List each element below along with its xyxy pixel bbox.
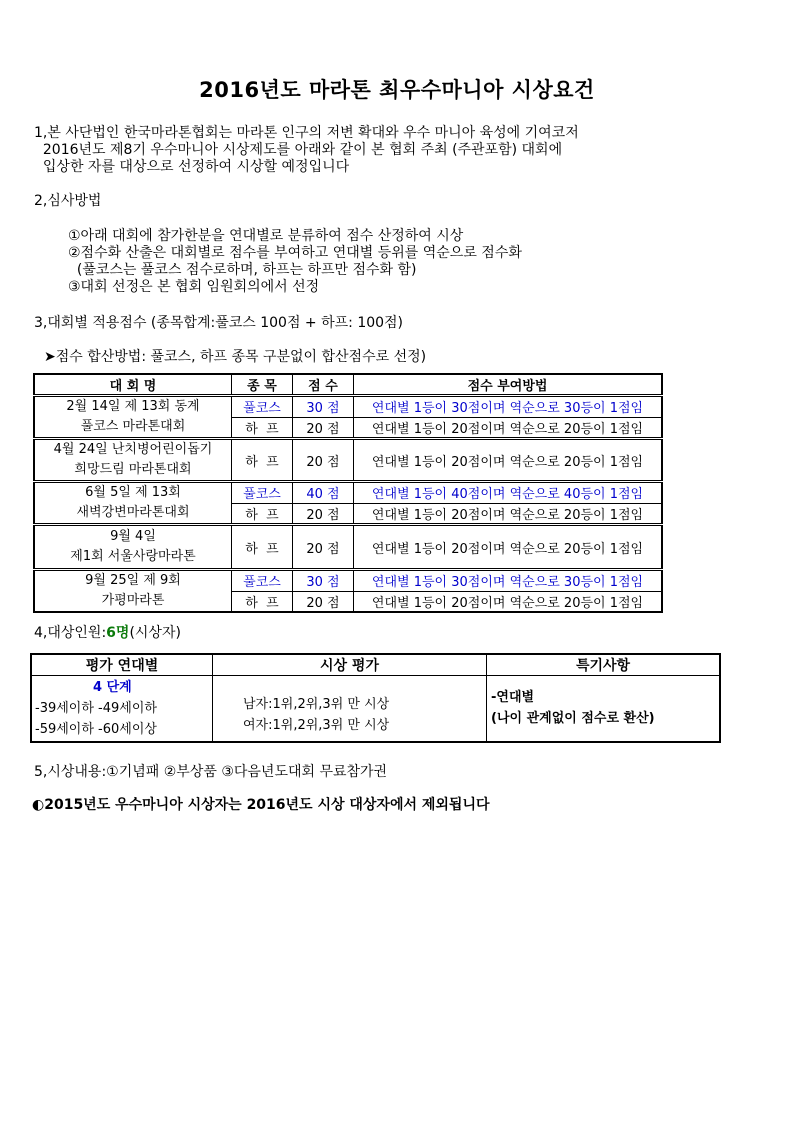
- event-method: 연대별 1등이 20점이며 역순으로 20등이 1점임: [354, 417, 663, 439]
- col-header-award: 시상 평가: [213, 654, 487, 676]
- female-award: 여자:1위,2위,3위 만 시상: [243, 718, 390, 734]
- col-header-method: 점수 부여방법: [354, 374, 663, 396]
- award-table: [30, 653, 721, 743]
- review-item-2: ②점수화 산출은 대회별로 점수를 부여하고 연대별 등위를 역순으로 점수화: [68, 245, 522, 261]
- event-type: 하 프: [232, 591, 293, 612]
- intro-line: 2016년도 제8기 우수마니아 시상제도를 아래와 같이 본 협회 주최 (주관포함) 대회에: [34, 142, 563, 158]
- event-method: 연대별 1등이 20점이며 역순으로 20등이 1점임: [354, 503, 663, 525]
- award-cell: [213, 676, 487, 742]
- intro-line: 1,본 사단법인 한국마라톤협회는 마라톤 인구의 저변 확대와 우수 마니아 육성에 기여코저: [34, 125, 579, 141]
- event-type: 풀코스: [232, 482, 293, 504]
- event-score: 20 점: [293, 439, 354, 482]
- event-name-cell: [34, 396, 232, 439]
- section-4-target: [34, 625, 181, 642]
- table-row: [34, 396, 662, 418]
- note-cell: [487, 676, 721, 742]
- review-item-1: ①아래 대회에 참가한분을 연대별로 분류하여 점수 산정하여 시상: [68, 228, 464, 244]
- age-group-line: -39세이하 -49세이하: [35, 700, 157, 716]
- note-line: -연대별: [491, 690, 535, 706]
- intro-line: 입상한 자를 대상으로 선정하여 시상할 예정입니다: [34, 159, 350, 175]
- event-type: 하 프: [232, 439, 293, 482]
- review-item-3: ③대회 선정은 본 협회 임원회의에서 선정: [68, 279, 320, 295]
- section-1-intro: [34, 125, 579, 176]
- col-header-event: 대 회 명: [34, 374, 232, 396]
- event-title: 풀코스 마라톤대회: [80, 419, 186, 434]
- event-score: 20 점: [293, 591, 354, 612]
- target-suffix: (시상자): [129, 625, 181, 641]
- event-title: 제1회 서울사랑마라톤: [70, 549, 196, 564]
- note-line: (나이 관계없이 점수로 환산): [491, 711, 655, 727]
- section-2-items: [68, 228, 522, 296]
- event-score: 20 점: [293, 503, 354, 525]
- event-name-cell: [34, 482, 232, 525]
- event-method: 연대별 1등이 40점이며 역순으로 40등이 1점임: [354, 482, 663, 504]
- score-table: [33, 373, 663, 613]
- event-method: 연대별 1등이 30점이며 역순으로 30등이 1점임: [354, 396, 663, 418]
- event-date: 9월 25일 제 9회: [85, 573, 181, 588]
- exclusion-notice: ◐2015년도 우수마니아 시상자는 2016년도 시상 대상자에서 제외됩니다: [32, 797, 490, 813]
- event-score: 20 점: [293, 525, 354, 570]
- event-date: 2월 14일 제 13회 동계: [66, 399, 200, 414]
- review-item-2-note: (풀코스는 풀코스 점수로하며, 하프는 하프만 점수화 함): [68, 262, 417, 278]
- table-row: [34, 482, 662, 504]
- score-table-header: [34, 374, 662, 396]
- event-score: 30 점: [293, 570, 354, 592]
- event-score: 30 점: [293, 396, 354, 418]
- event-name-cell: [34, 525, 232, 570]
- age-group-line: -59세이하 -60세이상: [35, 721, 157, 737]
- event-method: 연대별 1등이 20점이며 역순으로 20등이 1점임: [354, 439, 663, 482]
- section-3-subnote: ➤점수 합산방법: 풀코스, 하프 종목 구분없이 합산점수로 선정): [44, 349, 427, 365]
- event-score: 20 점: [293, 417, 354, 439]
- event-type: 하 프: [232, 503, 293, 525]
- stage-count: 4 단계: [93, 679, 132, 695]
- event-method: 연대별 1등이 30점이며 역순으로 30등이 1점임: [354, 570, 663, 592]
- event-date: 4월 24일 난치병어린이돕기: [53, 442, 213, 457]
- event-title: 새벽강변마라톤대회: [76, 505, 190, 520]
- page-title: 2016년도 마라톤 최우수마니아 시상요건: [199, 78, 595, 102]
- age-groups-cell: [31, 676, 213, 742]
- award-table-header: [31, 654, 720, 676]
- event-name-cell: [34, 439, 232, 482]
- target-prefix: 4,대상인원:: [34, 625, 107, 641]
- table-row: [34, 439, 662, 482]
- col-header-score: 점 수: [293, 374, 354, 396]
- event-title: 가평마라톤: [101, 593, 165, 608]
- target-count: 6명: [106, 625, 130, 641]
- event-type: 하 프: [232, 525, 293, 570]
- event-date: 6월 5일 제 13회: [85, 485, 181, 500]
- event-type: 하 프: [232, 417, 293, 439]
- event-type: 풀코스: [232, 396, 293, 418]
- event-method: 연대별 1등이 20점이며 역순으로 20등이 1점임: [354, 591, 663, 612]
- col-header-age-group: 평가 연대별: [31, 654, 213, 676]
- section-5-prizes: 5,시상내용:①기념패 ②부상품 ③다음년도대회 무료참가권: [34, 764, 388, 780]
- event-score: 40 점: [293, 482, 354, 504]
- table-row: [34, 525, 662, 570]
- event-method: 연대별 1등이 20점이며 역순으로 20등이 1점임: [354, 525, 663, 570]
- event-title: 희망드림 마라톤대회: [74, 462, 192, 477]
- table-row: [31, 676, 720, 742]
- event-name-cell: [34, 570, 232, 613]
- male-award: 남자:1위,2위,3위 만 시상: [243, 697, 390, 713]
- event-type: 풀코스: [232, 570, 293, 592]
- event-date: 9월 4일: [110, 529, 156, 544]
- col-header-type: 종 목: [232, 374, 293, 396]
- section-3-heading: 3,대회별 적용점수 (종목합계:풀코스 100점 + 하프: 100점): [34, 315, 404, 331]
- table-row: [34, 570, 662, 592]
- section-2-heading: 2,심사방법: [34, 193, 102, 209]
- col-header-note: 특기사항: [487, 654, 721, 676]
